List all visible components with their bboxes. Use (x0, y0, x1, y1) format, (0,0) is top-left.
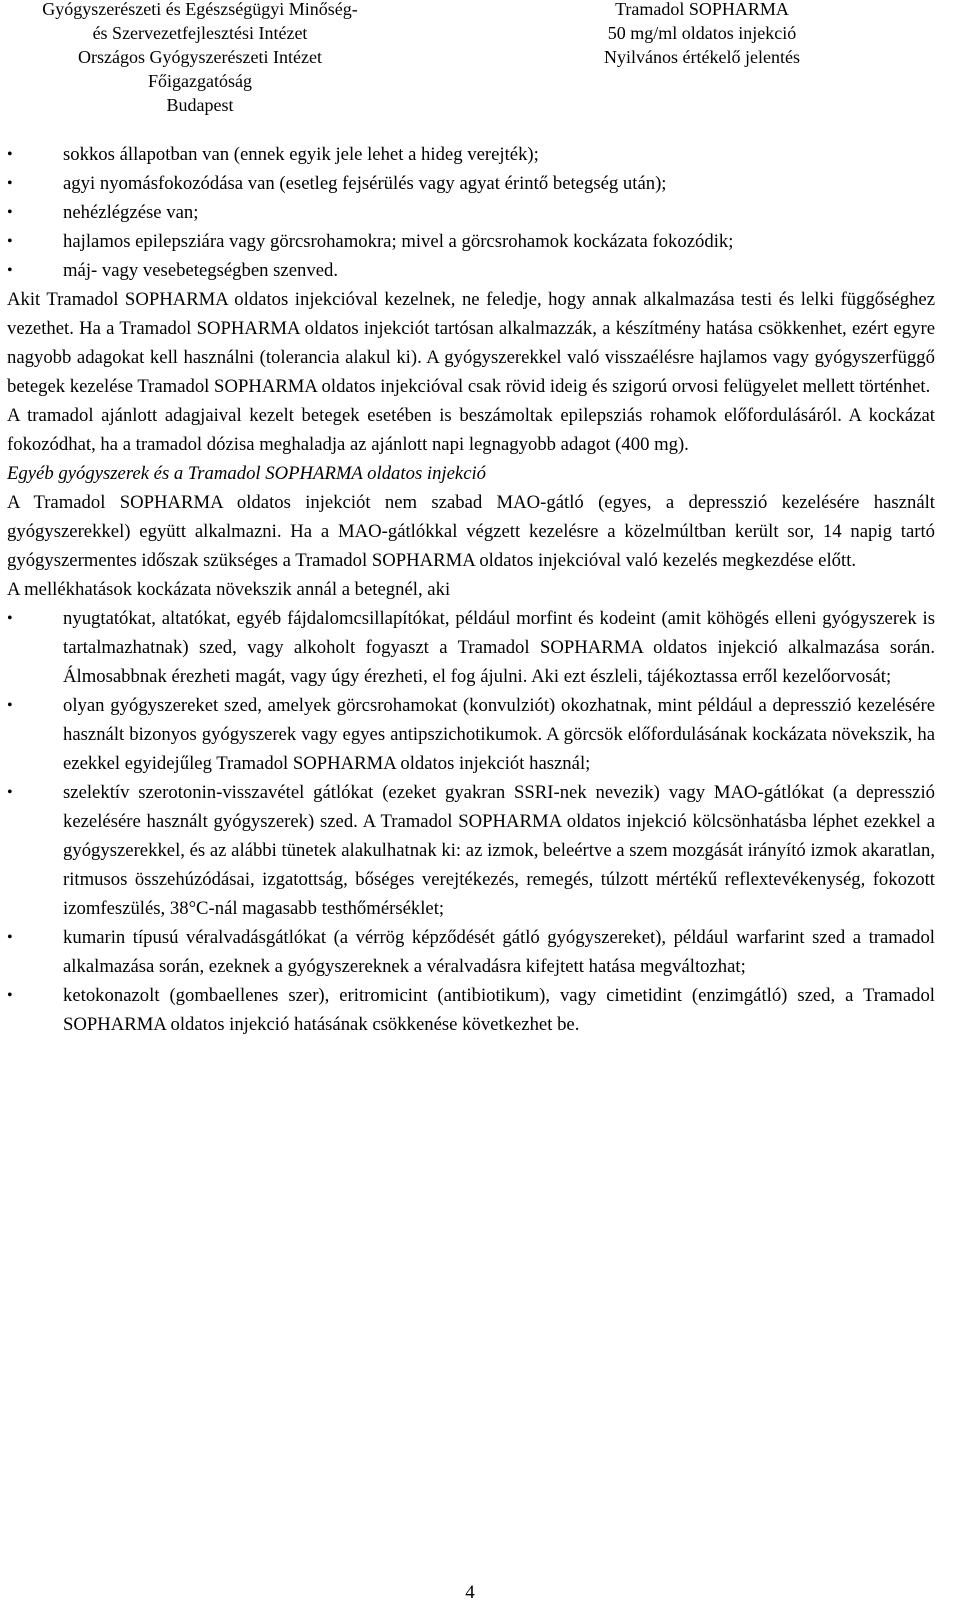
bullet-icon: • (7, 987, 13, 1004)
list-item: • kumarin típusú véralvadásgátlókat (a vérrög képződését gátló gyógyszereket), például warfarint szed a tramadol alkalmazása során, ezeknek a gyógyszereknek a véralvadásra kifejtett hatása megváltozhat; (7, 923, 935, 981)
list-item: • szelektív szerotonin-visszavétel gátlókat (ezeket gyakran SSRI-nek nevezik) vagy MAO-gátlókat (a depresszió kezelésére használt gyógyszerek) szed. A Tramadol SOPHARMA oldatos injekció kölcsönhatásba léphet ezekkel a gyógyszerekkel, és az alábbi tünetek alakulhatnak ki: az izmok, beleértve a szem mozgását irányító izmok akaratlan, ritmusos összehúzódásai, izgatottság, bőséges verejtékezés, remegés, túlzott mértékű reflextevékenység, fokozott izomfeszülés, 38°C-nál magasabb testhőmérséklet; (7, 778, 935, 923)
header-right-line: 50 mg/ml oldatos injekció (607, 23, 797, 43)
header-left-line: Gyógyszerészeti és Egészségügyi Minőség- (42, 0, 358, 19)
bullet-icon: • (7, 204, 13, 221)
list-item: • hajlamos epilepsziára vagy görcsrohamokra; mivel a görcsrohamok kockázata fokozódik; (7, 227, 935, 256)
paragraph-mao: A Tramadol SOPHARMA oldatos injekciót nem szabad MAO-gátló (egyes, a depresszió kezelésére használt gyógyszerekkel) együtt alkalmazni. Ha a MAO-gátlókkal végzett kezelésre a közelmúltban került sor, 14 napig tartó gyógyszermentes időszak szükséges a Tramadol SOPHARMA oldatos injekcióval való kezelés megkezdése előtt. (7, 492, 935, 571)
bullet-icon: • (7, 697, 13, 714)
list-item: • nyugtatókat, altatókat, egyéb fájdalomcsillapítókat, például morfint és kodeint (amit köhögés elleni gyógyszerek is tartalmazhatnak) szed, vagy alkoholt fogyaszt a Tramadol SOPHARMA oldatos injekció alkalmazása során. Álmosabbnak érezheti magát, vagy úgy érezheti, el fog ájulni. Aki ezt észleli, tájékoztassa erről kezelőorvosát; (7, 604, 935, 691)
bullet-icon: • (7, 784, 13, 801)
interactions-list (7, 604, 935, 1039)
header-left-line: Főigazgatóság (148, 71, 252, 91)
header-left (0, 0, 420, 117)
section-heading: Egyéb gyógyszerek és a Tramadol SOPHARMA oldatos injekció (7, 463, 487, 484)
bullet-icon: • (7, 610, 13, 627)
header-left-line: és Szervezetfejlesztési Intézet (92, 23, 308, 43)
document-body (7, 140, 935, 1039)
list-item: • máj- vagy vesebetegségben szenved. (7, 256, 935, 285)
header-right-line: Tramadol SOPHARMA (615, 0, 789, 19)
paragraph-dependence: Akit Tramadol SOPHARMA oldatos injekcióval kezelnek, ne feledje, hogy annak alkalmazása testi és lelki függőséghez vezethet. Ha a Tramadol SOPHARMA oldatos injekciót tartósan alkalmazzák, a készítmény hatása csökkenhet, ezért egyre nagyobb adagokat kell használni (tolerancia alakul ki). A gyógyszerekkel való visszaélésre hajlamos vagy gyógyszerfüggő betegek kezelése Tramadol SOPHARMA oldatos injekcióval csak rövid ideig és szigorú orvosi felügyelet mellett történhet. (7, 289, 935, 397)
list-item: • sokkos állapotban van (ennek egyik jele lehet a hideg verejték); (7, 140, 935, 169)
page-number: 4 (465, 1582, 475, 1603)
risk-conditions-list (7, 140, 935, 285)
header-right (482, 0, 922, 69)
list-item: • ketokonazolt (gombaellenes szer), eritromicint (antibiotikum), vagy cimetidint (enzimgátló) szed, a Tramadol SOPHARMA oldatos injekció hatásának csökkenése következhet be. (7, 981, 935, 1039)
bullet-icon: • (7, 929, 13, 946)
paragraph-seizures: A tramadol ajánlott adagjaival kezelt betegek esetében is beszámoltak epilepsziás rohamok előfordulásáról. A kockázat fokozódhat, ha a tramadol dózisa meghaladja az ajánlott napi legnagyobb adagot (400 mg). (7, 405, 935, 455)
bullet-icon: • (7, 175, 13, 192)
bullet-icon: • (7, 146, 13, 163)
header-left-line: Budapest (166, 95, 234, 115)
bullet-icon: • (7, 262, 13, 279)
bullet-icon: • (7, 233, 13, 250)
header-right-line: Nyilvános értékelő jelentés (604, 47, 800, 67)
list-item: • agyi nyomásfokozódása van (esetleg fejsérülés vagy agyat érintő betegség után); (7, 169, 935, 198)
header-left-line: Országos Gyógyszerészeti Intézet (78, 47, 322, 67)
list-item: • nehézlégzése van; (7, 198, 935, 227)
paragraph-side-effects: A mellékhatások kockázata növekszik annál a betegnél, aki (7, 579, 451, 600)
list-item: • olyan gyógyszereket szed, amelyek görcsrohamokat (konvulziót) okozhatnak, mint például a depresszió kezelésére használt bizonyos gyógyszerek vagy egyes antipszichotikumok. A görcsök előfordulásának kockázata növekszik, ha ezekkel egyidejűleg Tramadol SOPHARMA oldatos injekciót használ; (7, 691, 935, 778)
